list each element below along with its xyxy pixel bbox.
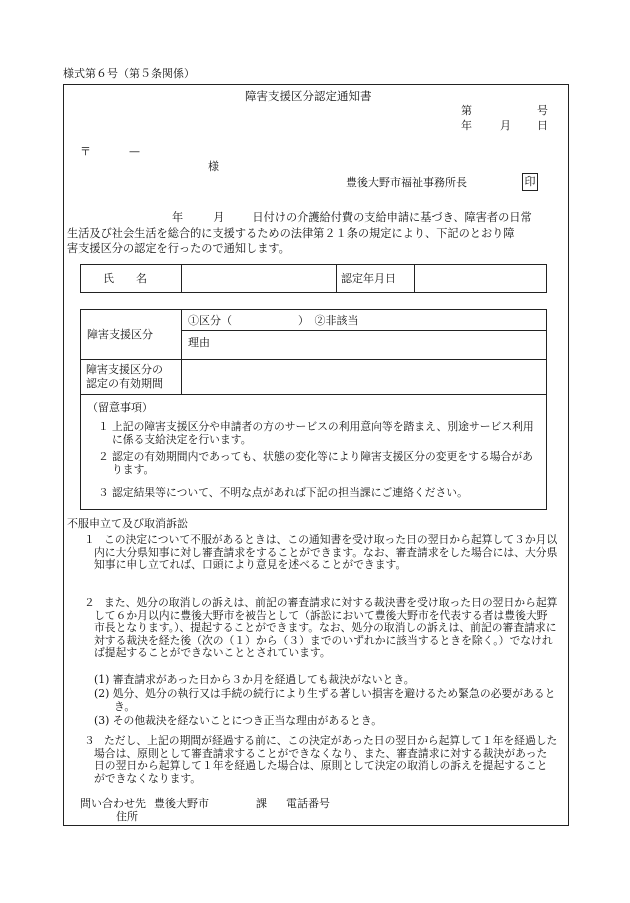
document-title: 障害支援区分認定通知書 [245,89,372,103]
validity-label-2: 認定の有効期間 [86,377,163,390]
intro-year: 年 [172,211,184,224]
contact-label: 問い合わせ先 [80,797,146,810]
category-options: ①区分（ ） ②非該当 [188,314,359,327]
applicant-table [80,264,547,293]
issuer-name: 豊後大野市福祉事務所長 [346,176,467,189]
objection-para-1: １ この決定について不服があるときは、この通知書を受け取った日の翌日から起算して３か月以内に大分県知事に対し審査請求をすることができます。なお、審査請求をした場合には、大分県知事に申し立てれば、口頭により意見を述べることができます。 [84,533,558,571]
intro-month: 月 [213,211,225,224]
name-label: 氏 名 [103,272,147,285]
intro-line3: 害支援区分の認定を行ったので通知します。 [67,242,290,255]
notes-title: （留意事項） [87,401,153,414]
postal-mark: 〒 [80,145,91,158]
postal-dash: — [129,145,140,158]
doc-number-suffix: 号 [537,104,548,117]
intro-paragraph [67,210,550,257]
form-number-label: 様式第６号（第５条関係） [63,67,195,80]
category-label: 障害支援区分 [87,328,153,341]
intro-line1: 日付けの介護給付費の支給申請に基づき、障害者の日常 [252,211,532,224]
objection-sub-3: (3) その他裁決を経ないことにつき正当な理由があるとき。 [94,714,382,727]
objection-para-2: ２ また、処分の取消しの訴えは、前記の審査請求に対する裁決書を受け取った日の翌日から起算して６か月以内に豊後大野市を被告として（訴訟において豊後大野市を代表する者は豊後大野市長となります。）、提起することができます。なお、処分の取消しの訴えは、前記の審査請求に対する裁決を経た後（次の（１）から（３）までのいずれかに該当するときを除く。）でなければ提起することができないこととされています。 [84,596,558,659]
reason-label: 理由 [188,336,210,349]
objection-sub-1: (1) 審査請求があった日から３か月を経過しても裁決がないとき。 [94,673,415,686]
contact-org: 豊後大野市 [154,797,209,810]
seal-stamp: 印 [522,173,538,191]
objection-sub-2: (2) 処分、処分の執行又は手続の続行により生ずる著しい損害を避けるため緊急の必要があるとき。 [94,687,556,713]
objection-title: 不服申立て及び取消訴訟 [67,517,188,530]
date-year-label: 年 [461,119,472,132]
contact-phone-label: 電話番号 [286,797,330,810]
note-item: ２ 認定の有効期間内であっても、状態の変化等により障害支援区分の変更をする場合があります。 [98,450,533,476]
note-item: ３ 認定結果等について、不明な点があれば下記の担当課にご連絡ください。 [98,486,468,499]
support-category-table [80,309,547,510]
recipient-suffix: 様 [208,160,219,173]
date-month-label: 月 [500,119,511,132]
objection-para-3: ３ ただし、上記の期間が経過する前に、この決定があった日の翌日から起算して１年を経過した場合は、原則として審査請求することができなくなり、また、審査請求に対する裁決があった日の翌日から起算して１年を経過した場合は、原則として決定の取消しの訴えを提起することができなくなります。 [84,734,558,785]
date-day-label: 日 [537,119,548,132]
intro-line2: 生活及び社会生活を総合的に支援するための法律第２１条の規定により、下記のとおり障 [67,226,515,240]
note-item: １ 上記の障害支援区分や申請者の方のサービスの利用意向等を踏まえ、別途サービス利用に係る支給決定を行います。 [98,420,534,446]
contact-address-label: 住所 [116,810,138,823]
contact-department-suffix: 課 [256,797,267,810]
cert-date-label: 認定年月日 [341,272,396,285]
doc-number-prefix: 第 [461,104,472,117]
validity-label-1: 障害支援区分の [86,363,163,376]
